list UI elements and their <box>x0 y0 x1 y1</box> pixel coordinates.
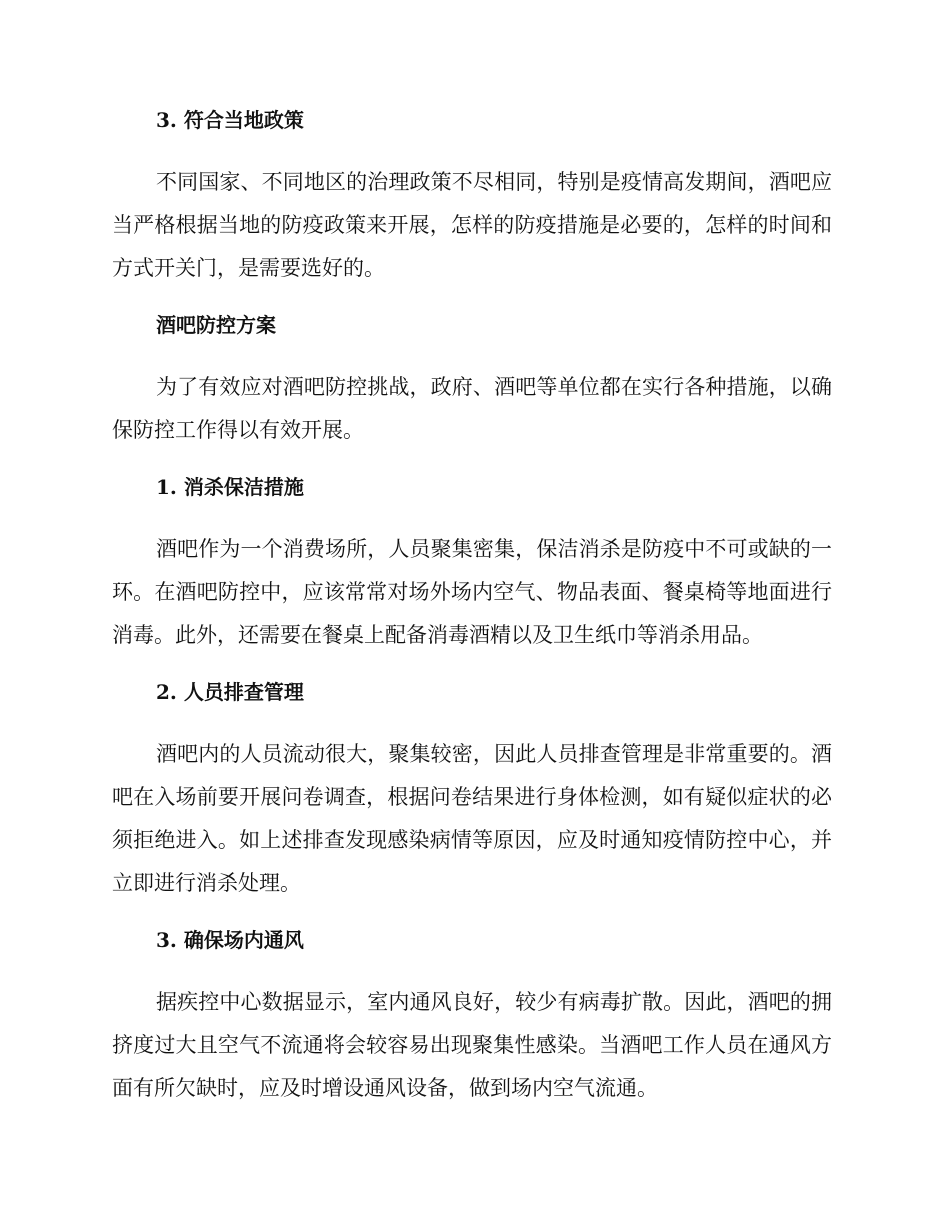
document-body <box>112 106 832 1110</box>
section-heading-local-policy: 3. 符合当地政策 <box>156 108 304 132</box>
section-heading-ventilation: 3. 确保场内通风 <box>156 928 304 952</box>
section-heading-disinfection: 1. 消杀保洁措施 <box>156 475 304 499</box>
section-heading-bar-prevention-plan: 酒吧防控方案 <box>156 313 276 337</box>
paragraph-disinfection: 酒吧作为一个消费场所，人员聚集密集，保洁消杀是防疫中不可或缺的一环。在酒吧防控中，应该常常对场外场内空气、物品表面、餐桌椅等地面进行消毒。此外，还需要在餐桌上配备消毒酒精以及卫生纸巾等消杀用品。 <box>112 537 832 647</box>
paragraph-bar-prevention-plan: 为了有效应对酒吧防控挑战，政府、酒吧等单位都在实行各种措施，以确保防控工作得以有效开展。 <box>112 375 832 442</box>
paragraph-personnel-screening: 酒吧内的人员流动很大，聚集较密，因此人员排查管理是非常重要的。酒吧在入场前要开展问卷调查，根据问卷结果进行身体检测，如有疑似症状的必须拒绝进入。如上述排查发现感染病情等原因，应及时通知疫情防控中心，并立即进行消杀处理。 <box>112 742 832 895</box>
section-heading-personnel-screening: 2. 人员排查管理 <box>156 680 304 704</box>
paragraph-local-policy: 不同国家、不同地区的治理政策不尽相同，特别是疫情高发期间，酒吧应当严格根据当地的防疫政策来开展，怎样的防疫措施是必要的，怎样的时间和方式开关门，是需要选好的。 <box>112 170 832 280</box>
paragraph-ventilation: 据疾控中心数据显示，室内通风良好，较少有病毒扩散。因此，酒吧的拥挤度过大且空气不流通将会较容易出现聚集性感染。当酒吧工作人员在通风方面有所欠缺时，应及时增设通风设备，做到场内空气流通。 <box>112 990 832 1100</box>
